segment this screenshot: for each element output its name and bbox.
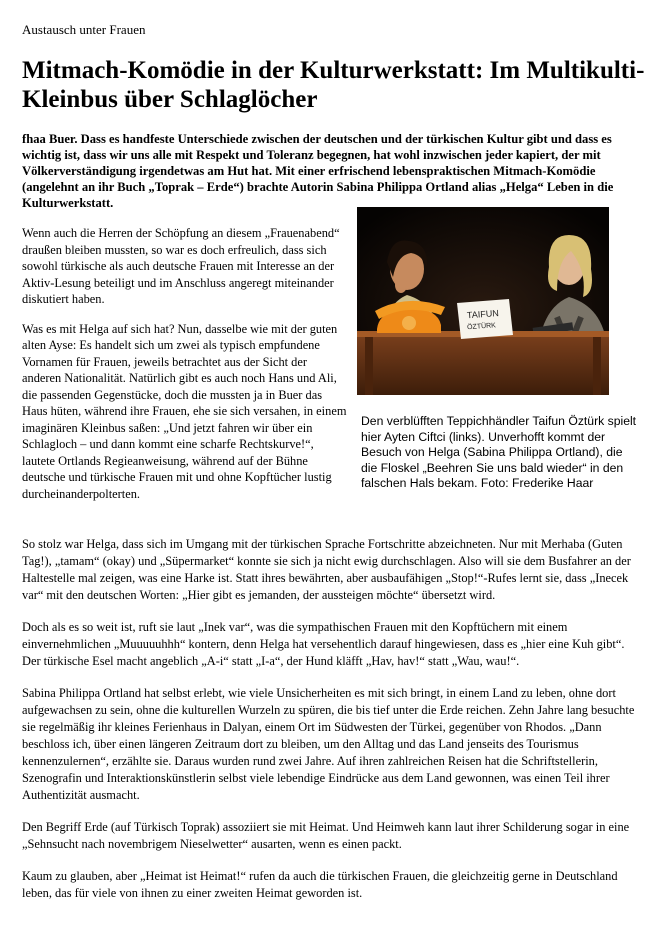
body-paragraph: Den Begriff Erde (auf Türkisch Toprak) assoziiert sie mit Heimat. Und Heimweh kann laut ihrer Schilderung sogar in eine „Sehnsucht nach novembrigem Nieselwetter“ ausarten, wenn es einen packt. [22,820,630,851]
body-paragraph: Kaum zu glauben, aber „Heimat ist Heimat!“ rufen da auch die türkischen Frauen, die gleichzeitig gerne in Deutschland leben, das für viele von ihnen zu einer zweiten Heimat geworden ist. [22,869,618,900]
article-headline: Mitmach-Komödie in der Kulturwerkstatt: Im Multikulti-Kleinbus über Schlaglöcher [22,57,645,113]
stage-scene-illustration [357,207,609,395]
body-paragraph: Wenn auch die Herren der Schöpfung an diesem „Frauenabend“ draußen bleiben mussten, so war es doch erfreulich, dass sich sowohl türkische als auch deutsche Frauen mit Interesse an der Aktiv-Lesung beteiligt und im Anschluss angeregt miteinander diskutiert haben. [22,226,340,306]
body-paragraph: Sabina Philippa Ortland hat selbst erlebt, wie viele Unsicherheiten es mit sich bringt, in einem Land zu leben, ohne dort aufgewachsen zu sein, ohne die kulturellen Wurzeln zu spüren, die bis tief unter die Erde reichen. Zehn Jahre lang besuchte sie regelmäßig ihr kleines Ferienhaus in Dalyan, einem Ort im Südwesten der Türkei, gegenüber von Rhodos. „Dann beschloss ich, über einen längeren Zeitraum dort zu bleiben, um den Alltag und das Land jenseits des Tourismus kennenzulernen“, erzählte sie. Daraus wurden rund zwei Jahre. Auf ihren zahlreichen Reisen hat die Schriftstellerin, Szenografin und Interaktionskünstlerin selbst viele lebendige Eindrücke aus dem Land gewonnen, was einen Teil ihrer Authentizität ausmacht. [22,686,635,802]
body-paragraph: Doch als es so weit ist, ruft sie laut „Inek var“, was die sympathischen Frauen mit den Kopftüchern mit einem einvernehmlichen „Muuuuuhhh“ kontern, denn Helga hat versehentlich darauf hingewiesen, dass es „hier eine Kuh gibt“. Der türkische Esel macht angeblich „A-i“ statt „I-a“, der Hund kläfft „Hav, hav!“ statt „Wau, wau!“. [22,620,625,668]
sign-text: TAIFUN [466,308,500,321]
article-lead: fhaa Buer. Dass es handfeste Unterschiede zwischen der deutschen und der türkischen Kultur gibt und dass es wichtig ist, dass wir uns alle mit Respekt und Toleranz begegnen, hat wohl inzwischen jeder kapiert, der mit Völkerverständigung irgendetwas am Hut hat. Mit einer erfrischend lebenspraktischen Mitmach-Komödie (angelehnt an ihr Buch „Toprak – Erde“) brachte Autorin Sabina Philippa Ortland alias „Helga“ Leben in die Kulturwerkstatt. [22,132,614,210]
left-column [22,225,349,515]
section-kicker: Austausch unter Frauen [22,22,146,37]
photo-caption: Den verblüfften Teppichhändler Taifun Öztürk spielt hier Ayten Ciftci (links). Unverhofft kommt der Besuch von Helga (Sabina Philippa Ortland), die die Floskel „Beehren Sie uns bald wieder“ in den falschen Hals bekam. Foto: Frederike Haar [361,414,637,491]
article-photo [357,207,609,395]
sign-text: ÖZTÜRK [466,322,497,332]
body-paragraph: So stolz war Helga, dass sich im Umgang mit der türkischen Sprache Fortschritte abzeichneten. Nur mit Merhaba (Guten Tag!), „tamam“ (okay) und „Süpermarket“ konnte sie sich ja nicht ewig durchschlagen. Also will sie dem Busfahrer an der Haltestelle mal zeigen, was eine Harke ist. Statt ihres bewährten, aber ausbaufähigen „Stop!“-Rufes lernt sie, dass „Inecek var“ mit den deutschen Worten: „Hier gibt es jemanden, der aussteigen möchte“ übersetzt wird. [22,537,631,602]
body-paragraph: Was es mit Helga auf sich hat? Nun, dasselbe wie mit der guten alten Ayse: Es handelt sich um zwei als typisch empfundene Vornamen für Frauen, jeweils betrachtet aus der Sicht der anderen Nationalität. Natürlich gibt es auch noch Hans und Ali, die passenden Gegenstücke, doch die mussten ja in Buer das Haus hüten, während ihre Frauen, ehe sie sich versahen, in einem imaginären Kleinbus saßen: „Und jetzt fahren wir über ein Schlagloch – und dann kommt eine scharfe Rechtskurve!“, lautete Ortlands Regieanweisung, während auf der Bühne deutsche und türkische Frauen mit und ohne Kopftücher lustig durcheinanderpolterten. [22,321,347,501]
full-width-body [22,536,640,917]
